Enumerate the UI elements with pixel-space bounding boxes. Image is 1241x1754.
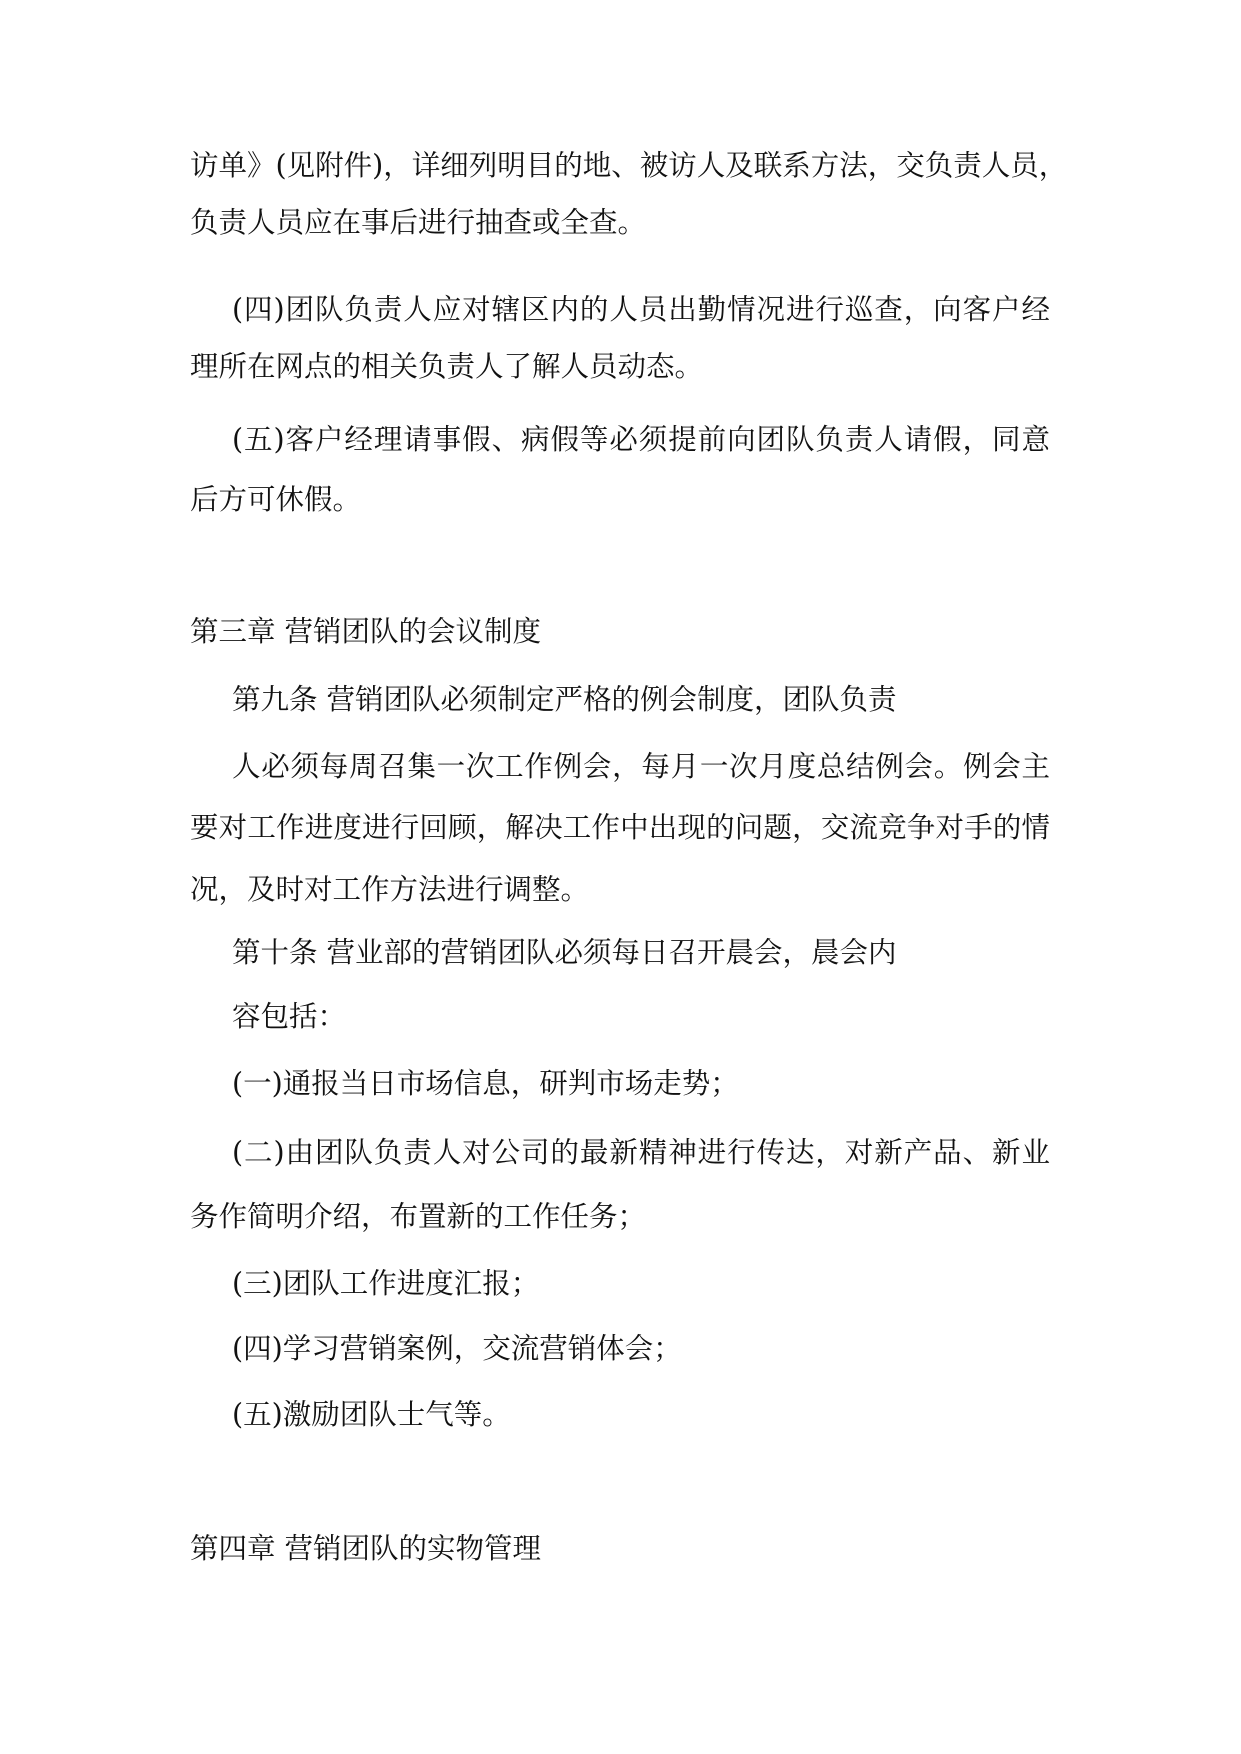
paragraph-line: 负责人员应在事后进行抽查或全查。 bbox=[190, 206, 647, 239]
paragraph-line: 后方可休假。 bbox=[190, 483, 362, 516]
chapter-heading: 第四章 营销团队的实物管理 bbox=[190, 1532, 542, 1565]
list-item-five-b: (五)激励团队士气等。 bbox=[232, 1398, 511, 1431]
list-item-one: (一)通报当日市场信息，研判市场走势； bbox=[232, 1067, 739, 1100]
list-item-five: (五)客户经理请事假、病假等必须提前向团队负责人请假，同意 bbox=[232, 423, 1050, 456]
paragraph-line: 理所在网点的相关负责人了解人员动态。 bbox=[190, 350, 704, 383]
paragraph-line: 要对工作进度进行回顾，解决工作中出现的问题，交流竞争对手的情 bbox=[190, 811, 1050, 844]
article-nine: 第九条 营销团队必须制定严格的例会制度，团队负责 bbox=[232, 683, 897, 716]
list-item-two: (二)由团队负责人对公司的最新精神进行传达，对新产品、新业 bbox=[232, 1136, 1050, 1169]
chapter-heading: 第三章 营销团队的会议制度 bbox=[190, 615, 542, 648]
paragraph-line: 容包括： bbox=[232, 1000, 347, 1033]
paragraph-line: 人必须每周召集一次工作例会，每月一次月度总结例会。例会主 bbox=[232, 750, 1050, 783]
paragraph-line: 况，及时对工作方法进行调整。 bbox=[190, 873, 590, 906]
list-item-three: (三)团队工作进度汇报； bbox=[232, 1267, 540, 1300]
article-ten: 第十条 营业部的营销团队必须每日召开晨会，晨会内 bbox=[232, 936, 897, 969]
list-item-four: (四)团队负责人应对辖区内的人员出勤情况进行巡查，向客户经 bbox=[232, 293, 1050, 326]
paragraph-line: 访单》(见附件)，详细列明目的地、被访人及联系方法，交负责人员， bbox=[190, 149, 1068, 182]
paragraph-line: 务作简明介绍，布置新的工作任务； bbox=[190, 1200, 647, 1233]
list-item-four-b: (四)学习营销案例，交流营销体会； bbox=[232, 1332, 682, 1365]
